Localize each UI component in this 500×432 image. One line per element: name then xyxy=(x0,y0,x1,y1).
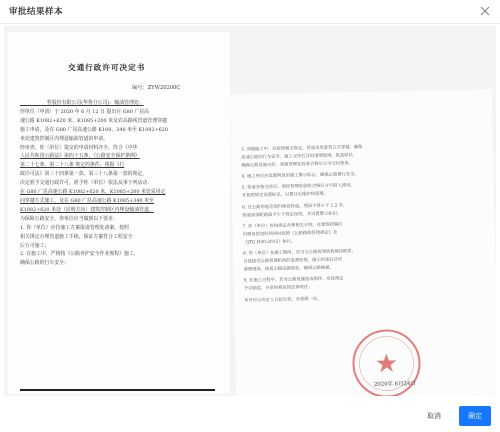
document-line: 清理现场，恢复公路设施原状，确保公路畅通。 xyxy=(243,265,334,273)
document-line: 确保公路的行车安全； xyxy=(20,260,69,267)
cancel-button[interactable]: 取消 xyxy=(418,406,450,426)
document-line: 本许可自决定之日起生效，有效期一年。 xyxy=(244,296,322,304)
document-line: 内埋设管道时须同时按照《公路路政管理规定》及 xyxy=(242,230,338,238)
document-line: 为保障公路安全，你单位应当做到以下要求： xyxy=(20,215,118,222)
dialog-footer xyxy=(0,396,500,432)
document-line: 9. 在施工过程中，若对公路设施造成损坏，应按规定 xyxy=(243,276,344,284)
document-line: 政许可法》第三十四条第一款、第三十八条第一款的规定， xyxy=(20,171,148,178)
document-line: 3. 穿越施工中，应按照相关规定，管道采用套管方式穿越，确保 xyxy=(240,145,363,153)
document-line: 4. 施工单位应设置明显的施工警示标志，确保公路通行安全。 xyxy=(241,172,359,180)
document-title: 交通行政许可决定书 xyxy=(68,63,146,72)
document-line: 自觉接受公路管理机构的监督检查，施工结束后及时 xyxy=(243,257,343,265)
document-page-right xyxy=(230,89,496,396)
document-line: 8. 你（单位）在施工期间，应当与公路管理机构保持联系， xyxy=(243,249,357,257)
document-line: 予以赔偿，并承担相应的法律责任。 xyxy=(243,285,313,292)
document-body xyxy=(20,99,224,268)
document-line: 7. 你（单位）应按规定办理相关手续，在建筑控制区 xyxy=(242,222,343,230)
document-line: 高速公路的行车安全，施工完毕后及时清理现场，恢复原状， xyxy=(241,153,358,161)
document-line: 决定准予交通行政许可，准予你（单位）依法从事下列活动： xyxy=(20,180,153,187)
document-line: 1. 你（单位）应持施工方案报请管理处备案，按照 xyxy=(20,224,129,231)
document-line: 后方可施工； xyxy=(20,242,50,249)
document-line: 在 G80 广昆高速公路 K1082+620 米、K1085+200 米处采用定 xyxy=(20,189,166,196)
document-line: 5. 管道安装完毕后，须经管理处验收合格后方可投入使用， xyxy=(241,183,355,191)
page-bottom-rule xyxy=(20,389,215,391)
document-line: 人民共和国公路法》第四十五条、《公路安全保护条例》 xyxy=(20,153,140,160)
confirm-button[interactable]: 确定 xyxy=(459,406,491,426)
document-number: 编号：ZYW20200C xyxy=(132,85,181,91)
document-line: 2. 在施工中，严格按《公路养护安全作业规程》施工， xyxy=(20,251,139,258)
document-line: 《JTG H30-2015》执行。 xyxy=(242,239,296,246)
document-line: 相关规定办理管道施工手续，保证方案符合工程安全 xyxy=(20,233,133,240)
document-body-right xyxy=(241,141,486,305)
document-line: 米处建筑控制区内埋设输油管道的申请。 xyxy=(20,135,109,142)
document-line: 速公路 K1082+620 米、K1085+200 米及农高路线管道管理穿越 xyxy=(20,117,167,124)
document-line: ___________售股份有限公司(华鲁分公司)：输油管理处： xyxy=(20,100,144,106)
document-line: 6. 在公路用地范围内埋设管道，埋深不得小于 1.2 米， xyxy=(242,202,348,211)
document-line: 第二十七条、第二十八条 规定的条件，根据《行 xyxy=(20,162,125,169)
document-line: 施工申请，及在 G80 广昆高速公路 K108、340 米至 K1082+620 xyxy=(20,126,169,133)
document-line: 管道顶部距路面不少于规定深度，并设置警示标识。 xyxy=(242,211,342,219)
document-page-left xyxy=(8,32,230,394)
stamp-date: 2020年 6月24日 xyxy=(373,380,416,388)
document-preview xyxy=(4,26,496,396)
document-line: 向穿越方式施工，及在 G80 广昆高速公路 K1085+340 米至 xyxy=(20,197,154,204)
document-line: 你单位（申请）于 2020 年 6 月 12 日 提出在 G80 广昆高 xyxy=(20,108,150,115)
document-line: 并按照规定设置标识，以便日后维护和管理。 xyxy=(241,192,328,200)
dialog-header xyxy=(0,0,500,24)
document-line: K1082+620 米处（昆明方向）建筑控制区内埋设输油管道。 xyxy=(20,206,154,213)
dialog-title: 审批结果样本 xyxy=(9,7,64,17)
document-line: 经审查，你（单位）提交的申请材料齐全，符合《中华 xyxy=(20,144,138,151)
close-icon[interactable] xyxy=(477,3,493,19)
document-line: 确保公路设施完好，需报管理处验收合格后方可交付使用。 xyxy=(241,161,354,169)
